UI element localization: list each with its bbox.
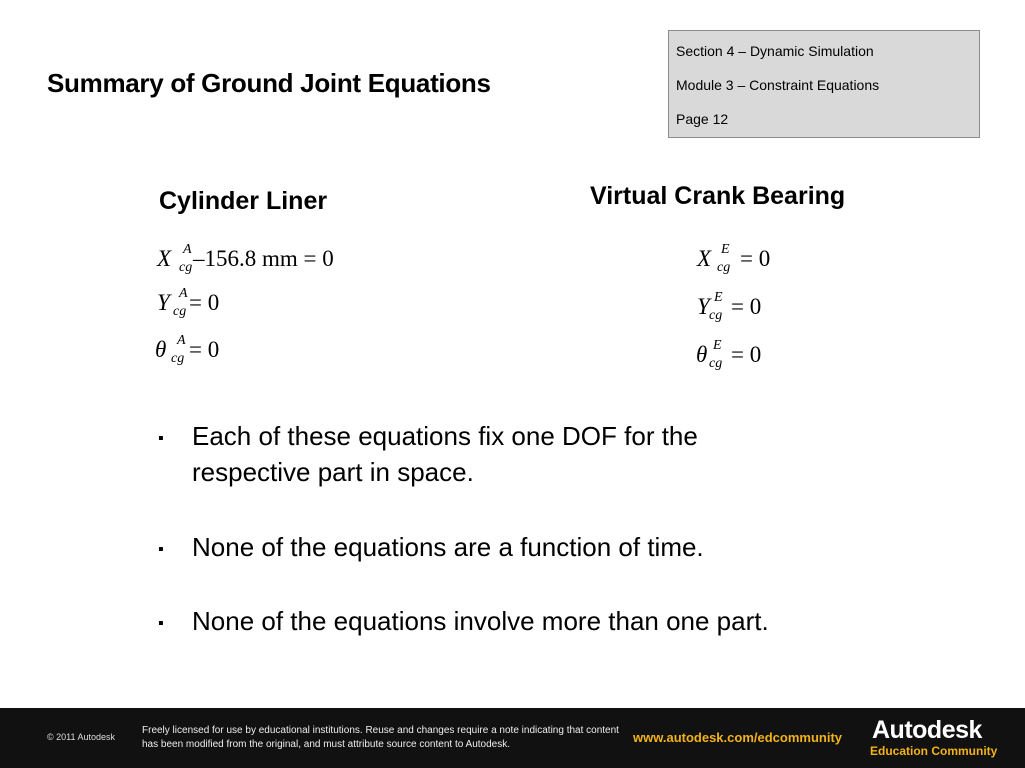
equation-variable: θ [696,342,708,367]
bullet-marker: ▪ [158,541,164,558]
equation-superscript: E [721,242,730,257]
bullet-text: Each of these equations fix one DOF for the respective part in space. [192,421,698,487]
equation-rest: –156.8 mm = 0 [193,246,334,271]
equation-rest: = 0 [189,337,220,362]
cylinder-liner-heading: Cylinder Liner [159,187,328,215]
equation-variable: X [697,246,712,271]
crank-bearing-heading: Virtual Crank Bearing [590,182,846,210]
equation-left-1 [157,242,334,275]
equation-variable: θ [155,337,167,362]
bullet-marker: ▪ [158,430,164,447]
license-text: Freely licensed for use by educational institutions. Reuse and changes require a note indicating that content has been modified from the original, and must attribute source content to Autodesk. [142,725,619,750]
page-number: Page 12 [676,111,729,127]
equation-rest: = 0 [740,246,771,271]
bullet-text: None of the equations are a function of time. [192,532,704,562]
equation-subscript: cg [709,356,723,371]
section-label: Section 4 – Dynamic Simulation [676,43,874,59]
equation-subscript: cg [171,351,185,366]
page-title: Summary of Ground Joint Equations [47,68,491,98]
equation-subscript: cg [717,260,731,275]
equation-right-1 [697,242,771,275]
bullet-item [158,529,838,569]
equation-variable: Y [157,290,170,315]
equation-variable: X [157,246,172,271]
equation-rest: = 0 [189,290,220,315]
bullet-marker: ▪ [158,615,164,632]
equation-rest: = 0 [731,342,762,367]
equation-right-2 [697,290,762,323]
equation-subscript: cg [709,308,723,323]
copyright-notice: © 2011 Autodesk [47,732,116,742]
info-box [668,30,980,138]
equation-superscript: E [713,338,722,353]
module-label: Module 3 – Constraint Equations [676,77,880,93]
bullet-item [158,603,858,643]
equation-superscript: A [177,333,186,348]
equation-superscript: A [183,242,192,257]
equation-left-3 [155,333,220,366]
equation-right-3 [696,338,762,371]
autodesk-logo: Autodesk [872,716,982,744]
equation-superscript: E [714,290,723,305]
equation-variable: Y [697,294,710,319]
bullet-text: None of the equations involve more than one part. [192,606,769,636]
bullet-item [158,418,838,498]
equation-left-2 [157,286,220,319]
equation-subscript: cg [179,260,193,275]
education-community-label: Education Community [870,744,998,758]
equation-rest: = 0 [731,294,762,319]
footer-bar [0,708,1025,768]
edcommunity-link[interactable]: www.autodesk.com/edcommunity [633,730,843,745]
equation-subscript: cg [173,304,187,319]
equation-superscript: A [179,286,188,301]
